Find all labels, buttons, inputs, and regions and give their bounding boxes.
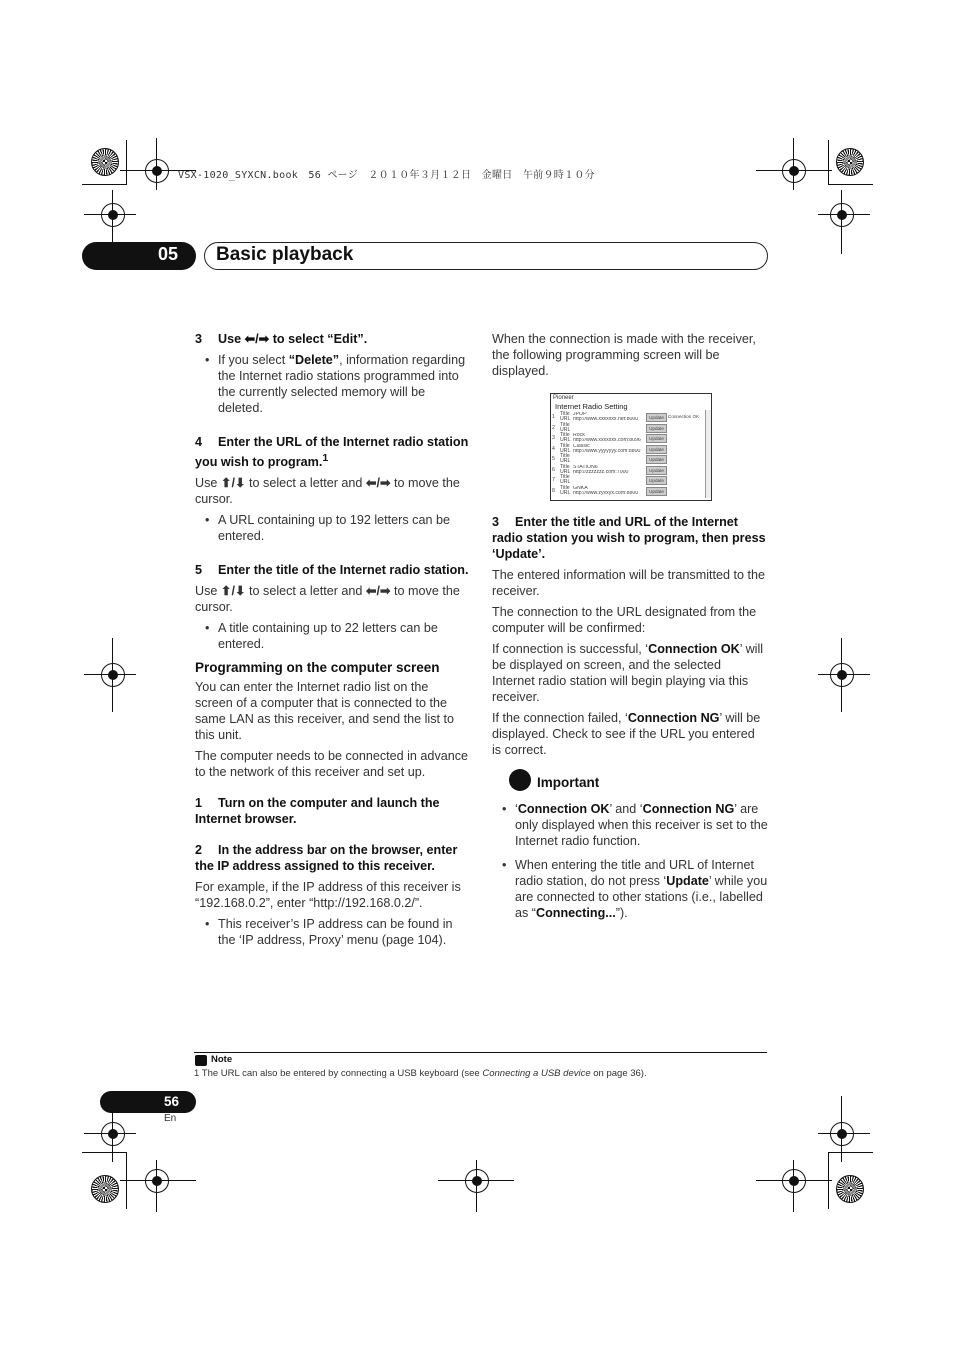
station-row — [552, 475, 702, 486]
station-fields[interactable]: GNKA http://www.zyxxyx.com:8800 — [573, 485, 639, 496]
step-3-bullet: • If you select “Delete”, information regarding the Internet radio stations programmed into the currently selected memory will be deleted. — [195, 352, 469, 416]
crosshair-mark — [782, 159, 806, 183]
crop-line — [793, 1160, 794, 1212]
note-divider — [194, 1052, 767, 1053]
crop-line — [818, 674, 870, 675]
update-button[interactable]: Update — [646, 413, 667, 422]
paragraph: If the connection failed, ‘Connection NG’ will be displayed. Check to see if the URL you entered is correct. — [492, 711, 761, 757]
station-list — [552, 412, 702, 496]
up-down-arrows-icon: ⬆/⬇ — [220, 476, 246, 491]
crosshair-mark — [782, 1169, 806, 1193]
crop-line — [756, 1180, 832, 1181]
field-labels: Title URL — [560, 411, 571, 423]
field-labels: Title URL — [560, 474, 571, 486]
chapter-number: 05 — [158, 244, 179, 264]
station-fields[interactable]: Rock http://www.xxxxxxx.com:8096 — [573, 433, 641, 443]
step-2-heading: 2 In the address bar on the browser, enter the IP address assigned to this receiver. — [195, 843, 458, 874]
chapter-badge — [82, 242, 196, 270]
crosshair-mark — [145, 1169, 169, 1193]
left-right-arrows-icon: ⬅/➡ — [365, 476, 391, 491]
right-column-body — [492, 514, 766, 763]
important-icon — [509, 769, 531, 791]
important-item: • When entering the title and URL of Internet radio station, do not press ‘Update’ while you are connected to other stations (i.e., labelled as “Connecting...”). — [492, 857, 768, 921]
crop-line — [156, 138, 157, 190]
station-number: 7 — [552, 477, 555, 483]
update-button[interactable]: Update — [646, 455, 667, 464]
footnote-ref: 1 — [322, 452, 329, 464]
crop-line — [841, 1096, 842, 1162]
crosshair-mark — [830, 1122, 854, 1146]
station-row — [552, 433, 702, 444]
crosshair-mark — [101, 1122, 125, 1146]
important-heading: Important — [537, 775, 600, 790]
step-3-heading-right: 3 Enter the title and URL of the Internet radio station you wish to program, then press ‘Update’. — [492, 515, 766, 561]
station-number: 1 — [552, 414, 555, 420]
station-fields[interactable]: JPOP http://www.xxxxxxx.net:8000 — [573, 412, 639, 422]
internet-radio-setting-screen — [550, 393, 712, 501]
scrollbar[interactable] — [705, 410, 711, 498]
crop-line — [84, 214, 136, 215]
station-fields[interactable] — [573, 423, 641, 433]
page-badge — [100, 1091, 196, 1113]
step-5-bullet: • A title containing up to 22 letters can be entered. — [195, 620, 469, 652]
section-subheading: Programming on the computer screen — [195, 660, 440, 676]
station-fields[interactable]: STATION6 http://zzzzzzz.com:7000 — [573, 464, 629, 475]
update-button[interactable]: Update — [646, 487, 667, 496]
paragraph: When the connection is made with the receiver, the following programming screen will be displayed. — [492, 332, 756, 378]
station-row — [552, 454, 702, 465]
important-list — [492, 797, 768, 929]
step-5-body: Use ⬆/⬇ to select a letter and ⬅/➡ to move the cursor. — [195, 584, 460, 615]
crosshair-mark — [101, 663, 125, 687]
paragraph: The computer needs to be connected in advance to the network of this receiver and set up. — [195, 749, 469, 780]
station-fields[interactable] — [573, 454, 641, 464]
crop-line — [476, 1160, 477, 1212]
station-number: 5 — [552, 456, 555, 462]
left-right-arrows-icon: ⬅/➡ — [244, 332, 270, 346]
field-labels: Title URL — [560, 453, 571, 465]
note-icon — [195, 1055, 207, 1066]
crosshair-mark — [145, 159, 169, 183]
crop-line — [841, 190, 842, 254]
crop-line — [120, 1180, 196, 1181]
crop-line — [112, 638, 113, 712]
page-number: 56 — [164, 1094, 180, 1109]
footnote: 1 The URL can also be entered by connecting a USB keyboard (see Connecting a USB device on page 36). — [194, 1068, 647, 1079]
print-header: VSX-1020_SYXCN.book 56 ページ ２０１０年３月１２日 金曜日 午前９時１０分 — [178, 170, 595, 181]
step-2-body: For example, if the IP address of this receiver is “192.168.0.2”, enter “http://192.168.0.2/”. — [195, 880, 461, 911]
field-labels: Title URL — [560, 442, 571, 454]
crop-line — [818, 214, 870, 215]
update-button[interactable]: Update — [646, 445, 667, 454]
station-row — [552, 444, 702, 455]
important-item: • ‘Connection OK’ and ‘Connection NG’ are only displayed when this receiver is set to the Internet radio function. — [492, 801, 768, 849]
step-4-bullet: • A URL containing up to 192 letters can be entered. — [195, 512, 469, 544]
crop-line — [793, 138, 794, 190]
crop-line — [841, 638, 842, 712]
paragraph: If connection is successful, ‘Connection OK’ will be displayed on screen, and the selected Internet radio station will begin playing via this receiver. — [492, 642, 764, 704]
brand-label: Pioneer — [553, 395, 574, 401]
left-column — [195, 331, 469, 956]
step-1-heading: 1 Turn on the computer and launch the Internet browser. — [195, 796, 440, 827]
paragraph: The entered information will be transmitted to the receiver. — [492, 568, 766, 598]
step-3-heading: 3 Use ⬅/➡ to select “Edit”. — [195, 332, 368, 346]
crop-box — [828, 140, 873, 185]
station-fields[interactable] — [573, 475, 641, 485]
paragraph: You can enter the Internet radio list on the screen of a computer that is connected to the same LAN as this receiver, and send the list to this unit. — [195, 680, 455, 743]
station-fields[interactable]: Classic http://www.yyyyyyy.com:8800 — [573, 443, 641, 454]
paragraph: The connection to the URL designated from the computer will be confirmed: — [492, 605, 757, 635]
right-column-intro — [492, 331, 766, 384]
step-2-bullet: • This receiver’s IP address can be found in the ‘IP address, Proxy’ menu (page 104). — [195, 916, 469, 948]
up-down-arrows-icon: ⬆/⬇ — [220, 584, 246, 599]
crosshair-mark — [465, 1169, 489, 1193]
field-labels: Title URL — [560, 463, 571, 475]
left-right-arrows-icon: ⬅/➡ — [365, 584, 391, 599]
update-button[interactable]: Update — [646, 476, 667, 485]
update-button[interactable]: Update — [646, 466, 667, 475]
crop-line — [84, 674, 136, 675]
crop-line — [156, 1160, 157, 1212]
crosshair-mark — [101, 203, 125, 227]
crop-line — [818, 1133, 870, 1134]
station-number: 4 — [552, 445, 555, 452]
crop-line — [84, 1133, 136, 1134]
update-button[interactable]: Update — [646, 434, 667, 443]
station-row — [552, 423, 702, 434]
crop-line — [756, 170, 832, 171]
crosshair-mark — [830, 203, 854, 227]
screen-title: Internet Radio Setting — [555, 402, 628, 411]
step-5-heading: 5 Enter the title of the Internet radio station. — [195, 563, 469, 578]
field-labels: Title URL — [560, 432, 571, 444]
note-label: Note — [211, 1054, 233, 1065]
station-number: 2 — [552, 424, 555, 431]
crosshair-mark — [830, 663, 854, 687]
station-number: 3 — [552, 435, 555, 441]
crop-box — [828, 1152, 873, 1209]
station-row — [552, 486, 702, 497]
update-button[interactable]: Update — [646, 424, 667, 433]
step-4-heading: 4 Enter the URL of the Internet radio station you wish to program.$^1$ — [195, 435, 469, 470]
station-row — [552, 412, 702, 423]
field-labels: Title URL — [560, 484, 571, 496]
step-4-body: Use ⬆/⬇ to select a letter and ⬅/➡ to move the cursor. — [195, 476, 460, 507]
station-number: 6 — [552, 466, 555, 473]
station-row — [552, 465, 702, 476]
connection-status: Connection OK — [668, 414, 700, 419]
station-number: 8 — [552, 487, 555, 494]
crop-box — [82, 140, 127, 185]
field-labels: Title URL — [560, 421, 571, 433]
page-language: En — [164, 1113, 177, 1124]
chapter-title: Basic playback — [216, 244, 354, 265]
